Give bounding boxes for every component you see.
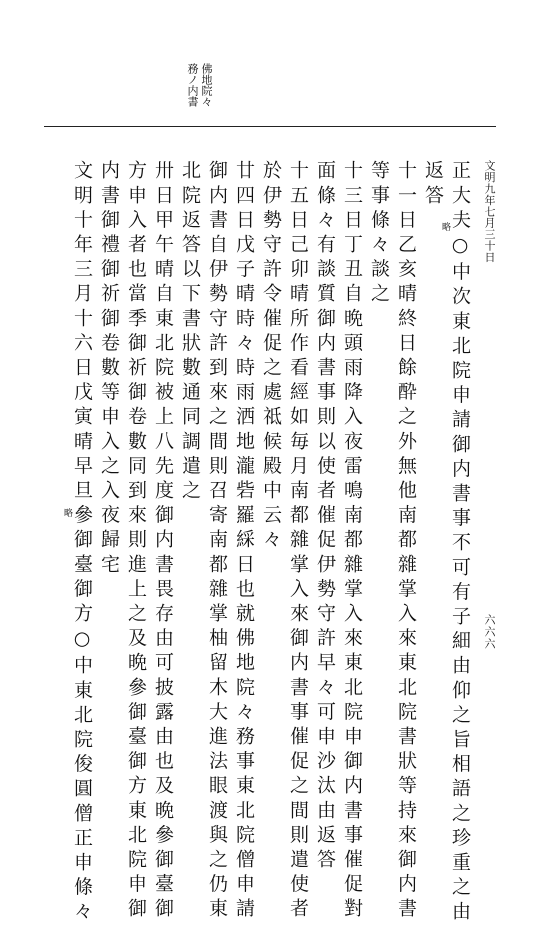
page-number: 六六六 — [483, 614, 496, 650]
text-line-13: 方申入者也當季御祈御卷數同到來則進上之及晩參御臺御方東北院申御 — [125, 160, 147, 923]
omission-note-1: 略 — [440, 222, 450, 231]
text-line-3: 十一日乙亥晴終日餘酔之外無他南都雜掌入來東北院書狀等持來御内書 — [395, 160, 417, 923]
text-line-2: 返答 — [422, 160, 444, 210]
text-line-9: 廿四日戊子晴時々時雨洒地瀧砦羅綵日也就佛地院々務事東北院僧申請 — [233, 160, 255, 923]
text-line-6: 面條々有談質御内書事則以使者催促伊勢守許早々可申沙汰由返答 — [314, 160, 336, 874]
text-line-8: 於伊勢守許令催促之處祗候殿中云々 — [260, 160, 282, 554]
text-line-1: 正大夫○中次東北院申請御内書事不可有子細由仰之旨相語之珍重之由 — [449, 160, 471, 926]
text-line-4: 等事條々談之 — [368, 160, 390, 308]
margin-label-line-2: 務ノ内書 — [186, 63, 199, 107]
margin-label-line-1: 佛地院々 — [200, 63, 213, 107]
text-line-10: 御内書自伊勢守許到來之間則召寄南都雜掌柚留木大進法眼渡與之仍東 — [206, 160, 228, 923]
text-line-5: 十三日丁丑自晩頭雨降入夜雷鳴南都雜掌入來東北院申御内書事催促對 — [341, 160, 363, 923]
running-head: 文明九年七月三十日 — [483, 160, 496, 263]
text-line-14: 内書御禮御祈御卷數等申入之入夜歸宅 — [98, 160, 120, 579]
text-line-11: 北院返答以下書狀數通同調遣之 — [179, 160, 201, 505]
text-line-15: 文明十年三月十六日戊寅晴早旦參御臺御方○中東北院俊圓僧正申條々 — [71, 160, 93, 926]
omission-note-2: 略 — [62, 508, 72, 517]
text-line-7: 十五日己卯晴所作看經如毎月南都雜掌入來御内書事催促之間則遣使者 — [287, 160, 309, 923]
header-rule — [44, 126, 496, 127]
text-line-12: 卅日甲午晴自東北院被上八先度御内書畏存由可披露由也及晩參御臺御 — [152, 160, 174, 923]
